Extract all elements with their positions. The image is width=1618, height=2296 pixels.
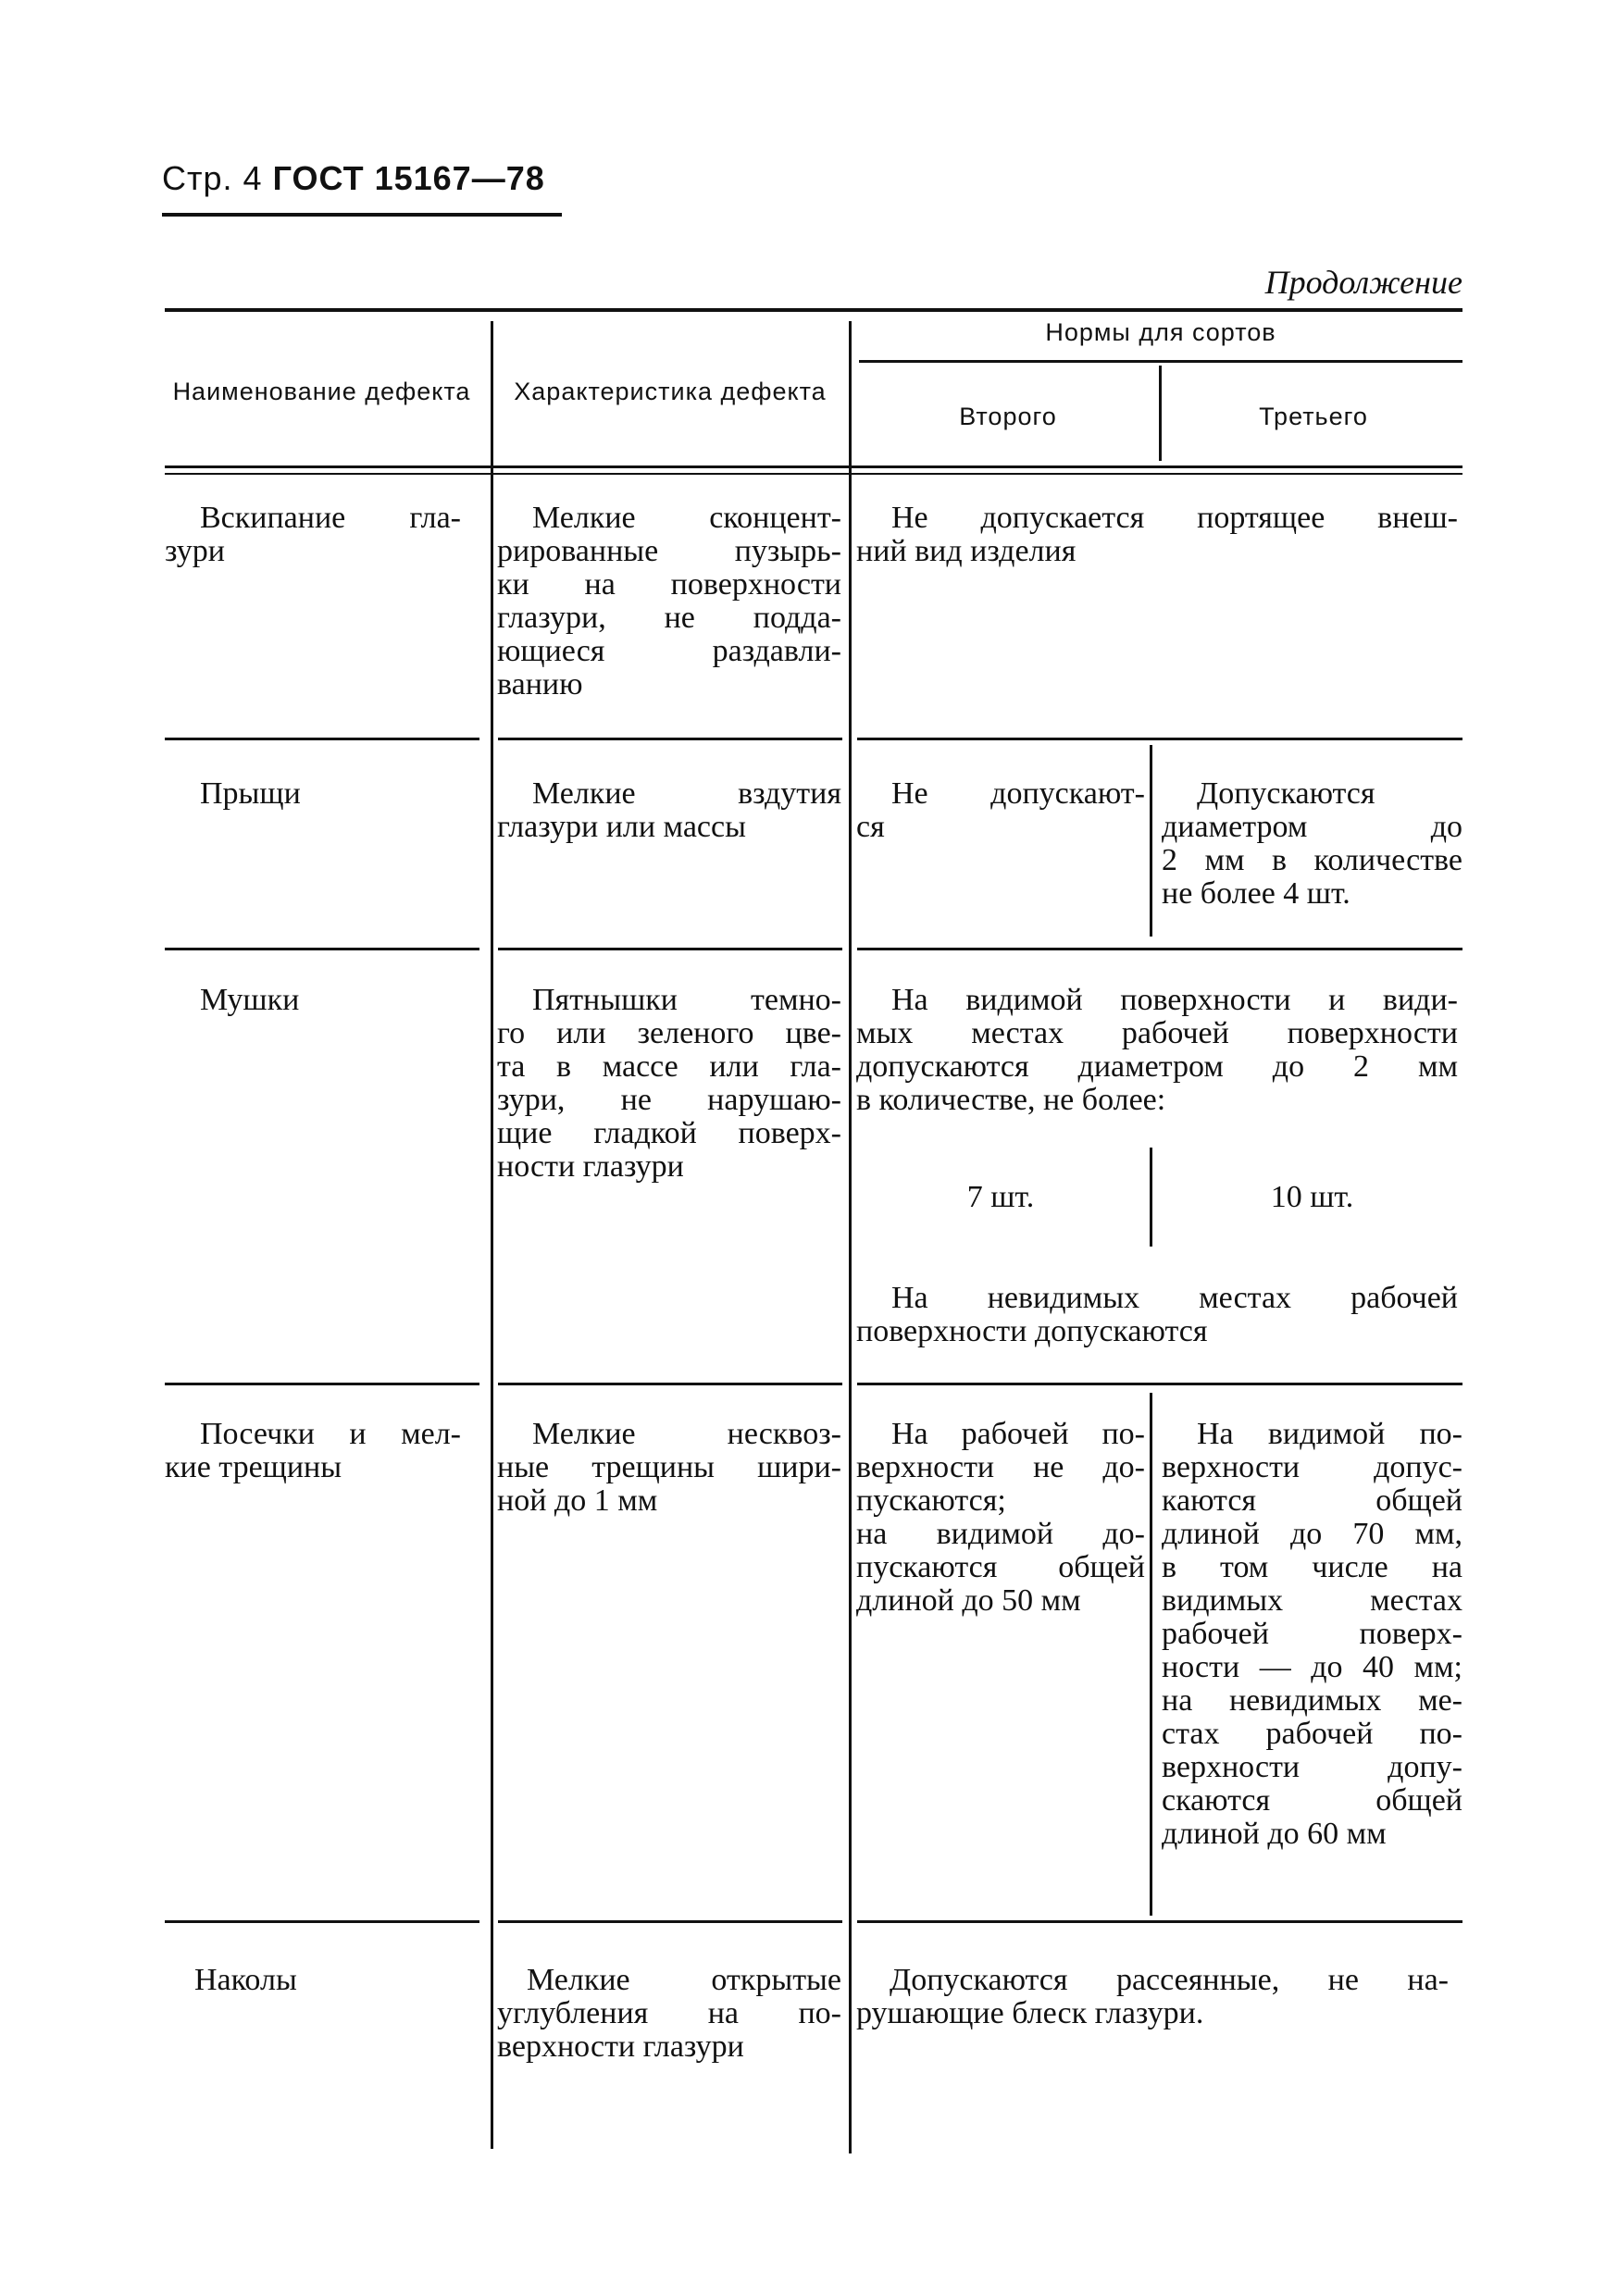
norm-line: верхности не до- bbox=[856, 1450, 1145, 1484]
characteristic-line: го или зеленого цве- bbox=[497, 1016, 841, 1050]
row-separator bbox=[498, 948, 842, 950]
norm-line: Допускаются рассеянные, не на- bbox=[890, 1963, 1449, 1997]
defect-characteristic bbox=[497, 1964, 841, 2064]
table-row bbox=[165, 1418, 461, 1484]
characteristic-line: глазури, не подда- bbox=[497, 601, 841, 635]
column-divider-2 bbox=[849, 321, 852, 2153]
row-separator bbox=[165, 1383, 479, 1385]
grade-divider-row3 bbox=[1150, 1148, 1152, 1247]
norm-line: поверхности допускаются bbox=[856, 1314, 1208, 1348]
row-separator bbox=[165, 1920, 479, 1923]
characteristic-line: Мелкие несквоз- bbox=[532, 1417, 841, 1451]
norm-line: пускаются общей bbox=[856, 1550, 1145, 1584]
norm-line: каются общей bbox=[1162, 1483, 1462, 1518]
norm-line: Не допускается портящее внеш- bbox=[891, 501, 1458, 535]
row-separator bbox=[857, 948, 1462, 950]
defect-name-line: Вскипание гла- bbox=[200, 501, 461, 535]
header-bottom-rule bbox=[165, 465, 1462, 468]
norm-line: не более 4 шт. bbox=[1162, 876, 1350, 911]
norm-line: рушающие блеск глазури. bbox=[856, 1996, 1204, 2030]
characteristic-line: верхности глазури bbox=[497, 2029, 744, 2064]
norm-both-grades bbox=[856, 984, 1458, 1117]
table-top-rule bbox=[165, 308, 1462, 312]
norm-line: в том числе на bbox=[1162, 1550, 1462, 1584]
norm-line: длиной до 60 мм bbox=[1162, 1817, 1387, 1851]
defect-name-line: зури bbox=[165, 534, 225, 568]
column-divider-header bbox=[1159, 366, 1162, 461]
norm-line: 2 мм в количестве bbox=[1162, 843, 1462, 877]
col-header-third: Третьего bbox=[1259, 403, 1368, 430]
norm-line: На рабочей по- bbox=[891, 1417, 1145, 1451]
characteristic-line: Мелкие сконцент- bbox=[532, 501, 841, 535]
table-row bbox=[165, 984, 461, 1017]
norm-line: длиной до 70 мм, bbox=[1162, 1517, 1462, 1551]
norm-third-grade bbox=[1162, 1418, 1462, 1851]
norm-line: мых местах рабочей поверхности bbox=[856, 1016, 1458, 1050]
row-separator bbox=[498, 1383, 842, 1385]
characteristic-line: ной до 1 мм bbox=[497, 1483, 658, 1518]
row-separator bbox=[857, 738, 1462, 740]
defect-name-line: Посечки и мел- bbox=[200, 1417, 461, 1451]
norm-line: видимых местах bbox=[1162, 1583, 1462, 1618]
page-number: Стр. 4 bbox=[162, 159, 263, 197]
table-row bbox=[165, 777, 461, 811]
norm-line: верхности допу- bbox=[1162, 1750, 1462, 1784]
grade-divider-row4 bbox=[1150, 1393, 1152, 1916]
norm-both-grades bbox=[856, 502, 1458, 568]
norm-second-grade bbox=[856, 1418, 1145, 1618]
defect-characteristic bbox=[497, 777, 841, 844]
defect-characteristic bbox=[497, 502, 841, 701]
norm-line: рабочей поверх- bbox=[1162, 1617, 1462, 1651]
defect-name-line: Мушки bbox=[200, 983, 300, 1017]
characteristic-line: ванию bbox=[497, 667, 583, 701]
norm-line: на видимой до- bbox=[856, 1517, 1145, 1551]
characteristic-line: рированные пузырь- bbox=[497, 534, 841, 568]
norm-line: На невидимых местах рабочей bbox=[891, 1281, 1458, 1315]
norm-both-grades bbox=[856, 1964, 1449, 2030]
table-row bbox=[165, 1964, 461, 1997]
norm-line: ся bbox=[856, 810, 885, 844]
defect-name-line: кие трещины bbox=[165, 1450, 342, 1484]
col-header-name: Наименование дефекта bbox=[172, 378, 471, 405]
characteristic-line: Пятнышки темно- bbox=[532, 983, 841, 1017]
norms-underline bbox=[859, 360, 1462, 363]
norm-second-grade bbox=[856, 777, 1145, 844]
characteristic-line: щие гладкой поверх- bbox=[497, 1116, 841, 1150]
row-separator bbox=[857, 1383, 1462, 1385]
col-header-norms: Нормы для сортов bbox=[1045, 318, 1276, 346]
characteristic-line: зури, не нарушаю- bbox=[497, 1083, 841, 1117]
defect-characteristic bbox=[497, 1418, 841, 1518]
row-separator bbox=[498, 1920, 842, 1923]
norm-line: ний вид изделия bbox=[856, 534, 1077, 568]
norm-line: ности — до 40 мм; bbox=[1162, 1650, 1462, 1684]
col-header-characteristic: Характеристика дефекта bbox=[514, 378, 827, 405]
norm-second-grade-value: 7 шт. bbox=[966, 1180, 1035, 1214]
characteristic-line: ки на поверхности bbox=[497, 567, 841, 602]
characteristic-line: ные трещины шири- bbox=[497, 1450, 841, 1484]
norm-line: пускаются; bbox=[856, 1483, 1006, 1518]
norm-line: На видимой поверхности и види- bbox=[891, 983, 1458, 1017]
norm-both-grades-note bbox=[856, 1282, 1458, 1348]
table-row bbox=[165, 502, 461, 568]
norm-line: Не допускают- bbox=[891, 776, 1145, 811]
characteristic-line: Мелкие открытые bbox=[527, 1963, 841, 1997]
grade-divider-row2 bbox=[1150, 745, 1152, 937]
characteristic-line: Мелкие вздутия bbox=[532, 776, 841, 811]
row-separator bbox=[165, 948, 479, 950]
continuation-label: Продолжение bbox=[1264, 264, 1462, 301]
header-underline bbox=[162, 213, 562, 217]
characteristic-line: ности глазури bbox=[497, 1149, 684, 1184]
norm-line: длиной до 50 мм bbox=[856, 1583, 1081, 1618]
norm-third-grade-value: 10 шт. bbox=[1270, 1180, 1354, 1214]
defect-characteristic bbox=[497, 984, 841, 1184]
norm-third-grade bbox=[1162, 777, 1462, 911]
row-separator bbox=[498, 738, 842, 740]
characteristic-line: глазури или массы bbox=[497, 810, 746, 844]
column-divider-1 bbox=[491, 321, 493, 2149]
norm-line: диаметром до bbox=[1162, 810, 1462, 844]
norm-line: допускаются диаметром до 2 мм bbox=[856, 1049, 1458, 1084]
standard-title: ГОСТ 15167—78 bbox=[272, 159, 545, 197]
norm-line: в количестве, не более: bbox=[856, 1083, 1166, 1117]
row-separator bbox=[857, 1920, 1462, 1923]
defect-name-line: Прыщи bbox=[200, 776, 301, 811]
page-header bbox=[162, 159, 545, 198]
characteristic-line: та в массе или гла- bbox=[497, 1049, 841, 1084]
norm-line: на невидимых ме- bbox=[1162, 1683, 1462, 1718]
col-header-second: Второго bbox=[959, 403, 1057, 430]
row-separator bbox=[165, 738, 479, 740]
norm-line: На видимой по- bbox=[1197, 1417, 1462, 1451]
characteristic-line: углубления на по- bbox=[497, 1996, 841, 2030]
norm-line: Допускаются bbox=[1197, 776, 1375, 811]
norm-line: стах рабочей по- bbox=[1162, 1717, 1462, 1751]
characteristic-line: ющиеся раздавли- bbox=[497, 634, 841, 668]
norm-line: верхности допус- bbox=[1162, 1450, 1462, 1484]
header-bottom-rule-2 bbox=[165, 473, 1462, 475]
defect-name-line: Наколы bbox=[194, 1963, 297, 1997]
norm-line: скаются общей bbox=[1162, 1783, 1462, 1818]
